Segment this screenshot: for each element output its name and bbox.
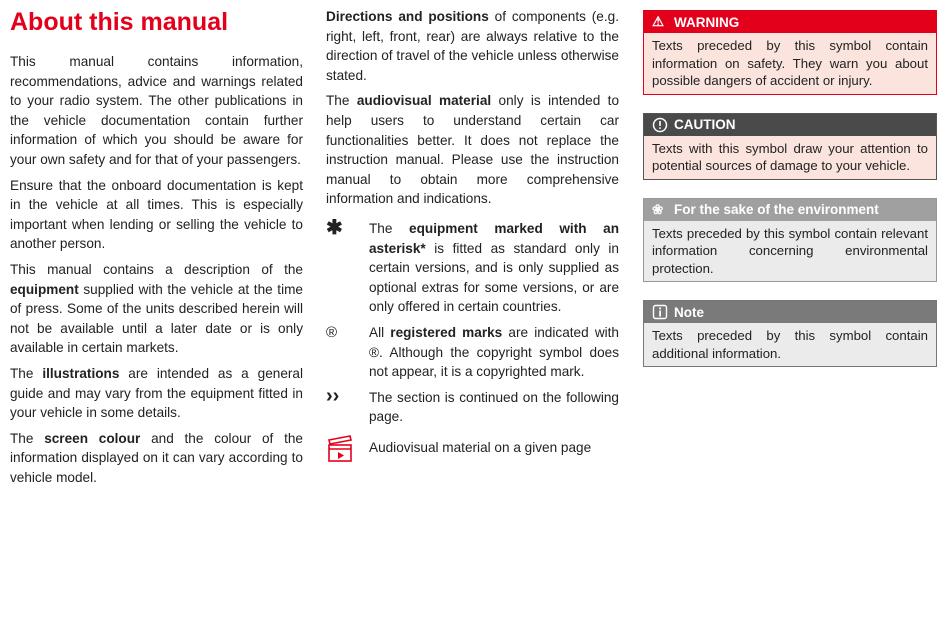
text: and the colour of the information displayed on it can vary according to vehicle model. bbox=[10, 430, 303, 485]
note-title: Note bbox=[674, 304, 704, 320]
symbol-item-continued bbox=[326, 384, 619, 427]
environment-title: For the sake of the environment bbox=[674, 202, 879, 217]
symbol-item-registered bbox=[326, 323, 619, 382]
bold-text: screen colour bbox=[44, 430, 141, 446]
warning-text: Texts preceded by this symbol contain information on safety. They warn you about possible dangers of accident or injury. bbox=[644, 33, 936, 94]
double-chevron-icon: ›› bbox=[326, 384, 340, 407]
warning-title: WARNING bbox=[674, 14, 740, 30]
symbol-text bbox=[369, 323, 619, 382]
middle-column bbox=[326, 0, 619, 468]
caution-title: CAUTION bbox=[674, 117, 736, 132]
environment-text: Texts preceded by this symbol contain relevant information concerning environmental protection. bbox=[644, 221, 936, 282]
documentation-paragraph: Ensure that the onboard documentation is kept in the vehicle at all times. This is especially important when lending or selling the vehicle to another person. bbox=[10, 177, 303, 252]
text: The bbox=[326, 93, 357, 109]
registered-icon: ® bbox=[326, 323, 338, 341]
note-box bbox=[643, 300, 937, 367]
text: are indicated with ®. Although the copyright symbol does not appear, it is a copyrighted mark. bbox=[369, 324, 619, 380]
note-text: Texts preceded by this symbol contain additional information. bbox=[644, 323, 936, 366]
clapperboard-icon bbox=[326, 435, 369, 469]
text: of components (e.g. right, left, front, rear) are always relative to the direction of travel of the vehicle unless otherwise stated. bbox=[326, 9, 619, 83]
warning-box bbox=[643, 10, 937, 95]
text: The bbox=[10, 365, 43, 381]
text: This manual contains a description of the bbox=[10, 261, 303, 277]
symbol-text: Audiovisual material on a given page bbox=[369, 439, 592, 455]
asterisk-icon: ✱ bbox=[326, 216, 343, 239]
note-header bbox=[644, 301, 936, 323]
illustrations-paragraph bbox=[10, 364, 303, 423]
flower-icon: ❀ bbox=[652, 201, 664, 217]
symbol-text: The section is continued on the following page. bbox=[369, 389, 619, 425]
environment-box bbox=[643, 198, 937, 283]
bold-text: registered marks bbox=[390, 324, 503, 340]
symbol-text bbox=[369, 219, 619, 317]
left-column bbox=[10, 0, 303, 493]
intro-paragraph: This manual contains information, recommendations, advice and warnings related to your radio system. The other publications in the vehicle documentation contain further information of which you should be aware for your own safety and for that of your passengers. bbox=[10, 54, 303, 167]
bold-text: Directions and positions bbox=[326, 9, 489, 24]
text: supplied with the vehicle at the time of press. Some of the units described herein will not be available until a later date or is only available in certain markets. bbox=[10, 281, 303, 356]
environment-header bbox=[644, 199, 936, 221]
info-icon bbox=[652, 304, 674, 320]
page-title: About this manual bbox=[10, 8, 229, 36]
notices-column bbox=[643, 0, 937, 385]
screen-colour-paragraph bbox=[10, 429, 303, 488]
bold-text: equipment marked with an asterisk* bbox=[369, 220, 620, 256]
caution-header bbox=[644, 114, 936, 136]
symbol-item-asterisk bbox=[326, 216, 620, 317]
text: is fitted as standard only in certain versions, and is only supplied as optional extras for some versions, or are only offered in certain countries. bbox=[369, 240, 619, 315]
directions-paragraph bbox=[326, 7, 619, 85]
exclamation-circle-icon bbox=[652, 117, 674, 133]
equipment-paragraph bbox=[10, 260, 303, 358]
text: The bbox=[369, 220, 410, 236]
bold-text: illustrations bbox=[42, 365, 120, 381]
caution-text: Texts with this symbol draw your attention to potential sources of damage to your vehicle. bbox=[644, 136, 936, 179]
text: are intended as a general guide and may vary from the equipment fitted in your vehicle in some details. bbox=[10, 365, 303, 421]
symbol-item-audiovisual bbox=[326, 435, 619, 469]
warning-header bbox=[644, 11, 936, 33]
warning-triangle-icon: ⚠ bbox=[652, 14, 665, 29]
bold-text: equipment bbox=[10, 281, 79, 297]
caution-box bbox=[643, 113, 937, 180]
text: All bbox=[369, 324, 391, 340]
bold-text: audiovisual material bbox=[356, 93, 492, 109]
text: only is intended to help users to understand certain car functionalities better. It does not replace the instruction manual. Please use the instruction manual to obtain more comprehensive information and indications. bbox=[326, 93, 620, 207]
text: The bbox=[10, 430, 45, 446]
audiovisual-paragraph bbox=[326, 91, 619, 209]
